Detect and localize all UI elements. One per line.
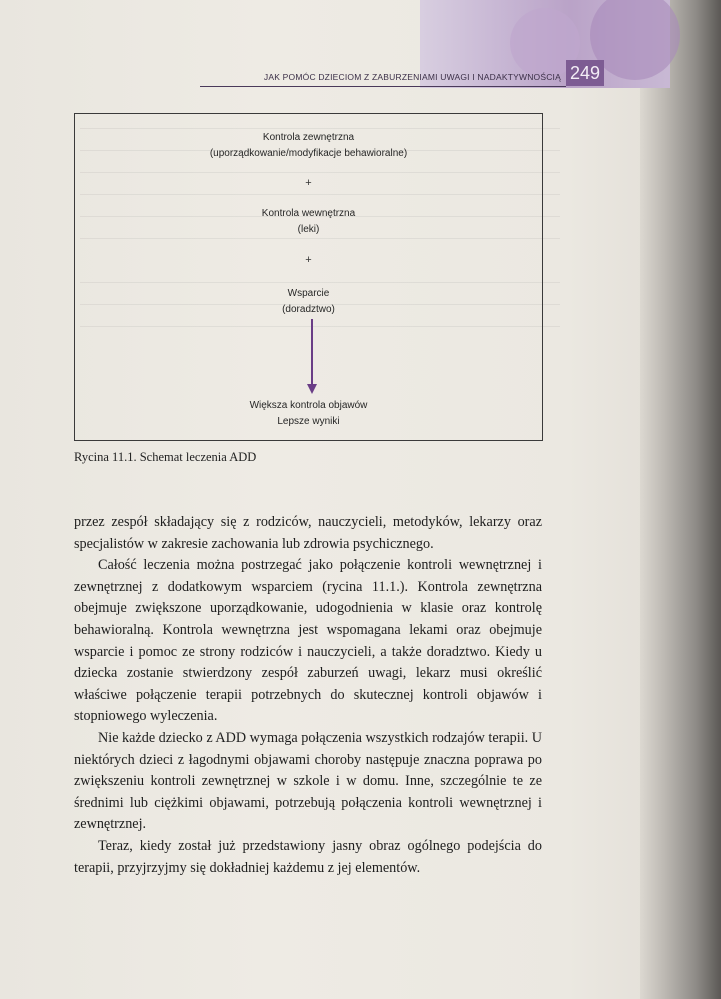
header-rule xyxy=(200,86,566,87)
page-edge-shadow xyxy=(640,0,721,999)
paragraph: Teraz, kiedy został już przedstawiony jasny obraz ogólnego podejścia do terapii, przyjrzyjmy się dokładniej każdemu z jej elementów. xyxy=(74,837,542,876)
treatment-diagram xyxy=(74,113,543,441)
running-head: JAK POMÓC DZIECIOM Z ZABURZENIAMI UWAGI I NADAKTYWNOŚCIĄ xyxy=(263,72,561,82)
figure-caption-label: Rycina 11.1. xyxy=(74,450,137,464)
diagram-step-external-control: Kontrola zewnętrzna xyxy=(262,132,355,143)
diagram-result-detail: Lepsze wyniki xyxy=(277,416,340,427)
diagram-step-support: Wsparcie xyxy=(287,288,330,299)
down-arrow-icon xyxy=(307,384,317,394)
diagram-step-internal-control: Kontrola wewnętrzna xyxy=(261,208,356,219)
diagram-arrow-shaft xyxy=(311,319,313,389)
diagram-step-support-detail: (doradztwo) xyxy=(282,304,335,315)
paragraph: przez zespół składający się z rodziców, nauczycieli, metodyków, lekarzy oraz specjalistów w zakresie zachowania lub zdrowia psychicznego. xyxy=(74,514,542,552)
page-number: 249 xyxy=(566,60,604,86)
diagram-plus-sign: + xyxy=(305,254,312,266)
body-text xyxy=(74,512,542,879)
diagram-result: Większa kontrola objawów xyxy=(249,400,368,411)
figure-caption-text: Schemat leczenia ADD xyxy=(139,450,257,464)
figure-caption xyxy=(74,450,256,465)
diagram-step-external-control-detail: (uporządkowanie/modyfikacje behawioralne) xyxy=(209,148,408,159)
paragraph: Nie każde dziecko z ADD wymaga połączenia wszystkich rodzajów terapii. U niektórych dzieci z łagodnymi objawami choroby następuje znaczna poprawa po zwiększeniu kontroli zewnętrznej w szkole i w domu. Inne, szczególnie te ze średnimi lub ciężkimi objawami, potrzebują połączenia kontroli wewnętrznej i zewnętrznej. xyxy=(74,729,542,833)
diagram-step-internal-control-detail: (leki) xyxy=(297,224,320,235)
diagram-plus-sign: + xyxy=(305,177,312,189)
paragraph: Całość leczenia można postrzegać jako połączenie kontroli wewnętrznej i zewnętrznej z dodatkowym wsparciem (rycina 11.1.). Kontrola zewnętrzna obejmuje zwiększone uporządkowanie, udogodnienia w klasie oraz kontrolę behawioralną. Kontrola wewnętrzna jest wspomagana lekami oraz obejmuje wsparcie i pomoc ze strony rodziców i nauczycieli, a także doradztwo. Kiedy u dziecka zostanie stwierdzony zespół zaburzeń uwagi, lekarz musi określić właściwe połączenie terapii potrzebnych do skutecznej kontroli objawów i stopniowego wyleczenia. xyxy=(74,557,542,725)
